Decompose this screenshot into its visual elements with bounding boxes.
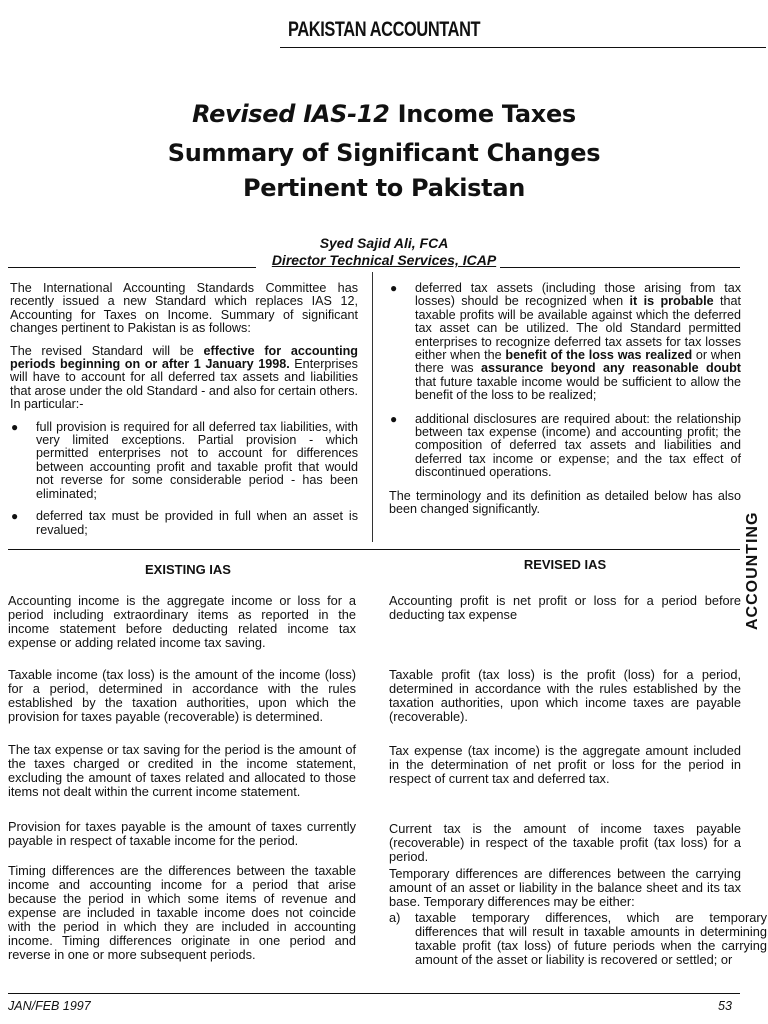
column-divider xyxy=(372,272,373,542)
revised-current-tax: Current tax is the amount of income taxes payable (recoverable) in respect of the taxable profit (tax loss) for a period. xyxy=(389,821,741,864)
right-column xyxy=(389,282,741,517)
bullet-text-c: that taxable profits will be available against which the deferred tax asset can be utilized. The old Standard permitted enterprises to recognize deferred tax assets for tax losses either when the xyxy=(415,294,741,363)
title-income-taxes: Income Taxes xyxy=(389,100,576,128)
revised-tax-expense: Tax expense (tax income) is the aggregate amount included in the determination of net profit or loss for the period in respect of current tax and deferred tax. xyxy=(389,743,741,786)
bullet-text-e: or when there was xyxy=(415,348,741,376)
effective-text-a: The revised Standard will be xyxy=(10,343,204,358)
bullet-text-bold: assurance beyond any reasonable doubt xyxy=(480,361,741,376)
bullet-icon: ● xyxy=(390,411,398,426)
left-column xyxy=(10,282,358,537)
section-side-tab: ACCOUNTING xyxy=(744,511,761,630)
revised-ias-header: REVISED IAS xyxy=(523,557,607,572)
author-name: Syed Sajid Ali, FCA xyxy=(319,235,449,251)
existing-ias-header: EXISTING IAS xyxy=(145,562,231,577)
effective-date-paragraph xyxy=(10,345,358,412)
existing-timing-differences: Timing differences are the differences between the taxable income and accounting income for a period that arise because the period in which some items of revenue and expense are included in taxable income does not coincide with the period in which they are included in accounting income. Timing differences originate in one period and reverse in one or more subsequent periods. xyxy=(8,863,356,962)
bullet-text-a: deferred tax assets (including those arising from tax losses) should be recognized when xyxy=(415,281,741,309)
revised-temporary-differences: Temporary differences are differences between the carrying amount of an asset or liability in the balance sheet and its tax base. Temporary differences may be either: xyxy=(389,866,741,909)
revised-taxable-profit: Taxable profit (tax loss) is the profit (loss) for a period, determined in accordance with the rules established by the taxation authorities, upon which income taxes are payable (recoverable). xyxy=(389,667,741,724)
list-item xyxy=(10,421,358,501)
bullet-icon: ● xyxy=(390,281,398,295)
bullet-text: full provision is required for all deferred tax liabilities, with very limited exceptions. Partial provision - which permitted enterprises not to account for differences between accounting profit and taxable profit that would not reverse for some considerable period - has been eliminated; xyxy=(36,419,358,501)
issue-date: JAN/FEB 1997 xyxy=(8,999,91,1013)
author-role xyxy=(0,252,768,268)
existing-provision-for-taxes: Provision for taxes payable is the amount of taxes currently payable in respect of taxable income for the period. xyxy=(8,819,356,848)
revised-accounting-profit: Accounting profit is net profit or loss for a period before deducting tax expense xyxy=(389,593,741,622)
bullet-text-bold: benefit of the loss was realized xyxy=(505,348,693,363)
title-ias-reference: Revised IAS-12 xyxy=(192,100,390,128)
bullet-text-bold: it is probable xyxy=(629,294,714,309)
article-title-line-2: Summary of Significant Changes xyxy=(167,139,601,167)
bullet-icon: ● xyxy=(11,509,19,524)
effective-text-c: Enterprises will have to account for all deferred tax assets and liabilities that arose under the old Standard - and also for certain others. In particular:- xyxy=(10,357,358,412)
effective-text-bold: effective for accounting periods beginning on or after 1 January 1998. xyxy=(10,343,358,372)
masthead: PAKISTAN ACCOUNTANT xyxy=(288,18,481,41)
sub-item-text: taxable temporary differences, which are temporary differences that will result in taxable amounts in determining taxable profit (tax loss) of future periods when the carrying amount of the asset or liability is recovered or settled; or xyxy=(415,910,767,967)
article-title-line-1 xyxy=(0,100,768,128)
bullet-text: deferred tax must be provided in full when an asset is revalued; xyxy=(36,509,358,537)
bullet-text-g: that future taxable income would be sufficient to allow the benefit of the loss to be realized; xyxy=(415,374,741,403)
revised-taxable-temporary-differences xyxy=(389,911,767,967)
bullet-text: additional disclosures are required about: the relationship between tax expense (income) and accounting profit; the composition of deferred tax assets and liabilities and deferred tax income or expense; and the tax effect of discontinued operations. xyxy=(415,411,741,480)
existing-accounting-income: Accounting income is the aggregate income or loss for a period including extraordinary items as reported in the income statement before deducting related income tax expense or adding related income tax saving. xyxy=(8,593,356,650)
intro-paragraph: The International Accounting Standards Committee has recently issued a new Standard which replaces IAS 12, Accounting for Taxes on Income. Summary of significant changes pertinent to Pakistan is as follows: xyxy=(10,281,358,336)
sub-item-label: a) xyxy=(389,910,401,925)
byline-rule-right xyxy=(500,267,740,268)
article-title-line-3: Pertinent to Pakistan xyxy=(242,174,526,202)
bullet-icon: ● xyxy=(11,419,19,434)
masthead-rule xyxy=(280,47,766,48)
table-top-rule xyxy=(8,549,740,550)
byline-rule-left xyxy=(8,267,256,268)
page-number: 53 xyxy=(718,999,732,1013)
footer-rule xyxy=(8,993,740,994)
author-role-text: Director Technical Services, ICAP xyxy=(271,252,497,268)
terminology-paragraph: The terminology and its definition as detailed below has also been changed significantly. xyxy=(389,488,741,517)
list-item xyxy=(10,510,358,537)
existing-tax-expense: The tax expense or tax saving for the period is the amount of the taxes charged or credited in the income statement, excluding the amount of taxes related and allocated to those items not dealt within the current income statement. xyxy=(8,742,356,799)
existing-taxable-income: Taxable income (tax loss) is the amount of the income (loss) for a period, determined in accordance with the rules established by the taxation authorities, upon which the provision for taxes payable (recoverable) is determined. xyxy=(8,667,356,724)
list-item xyxy=(389,282,741,403)
list-item xyxy=(389,413,741,480)
